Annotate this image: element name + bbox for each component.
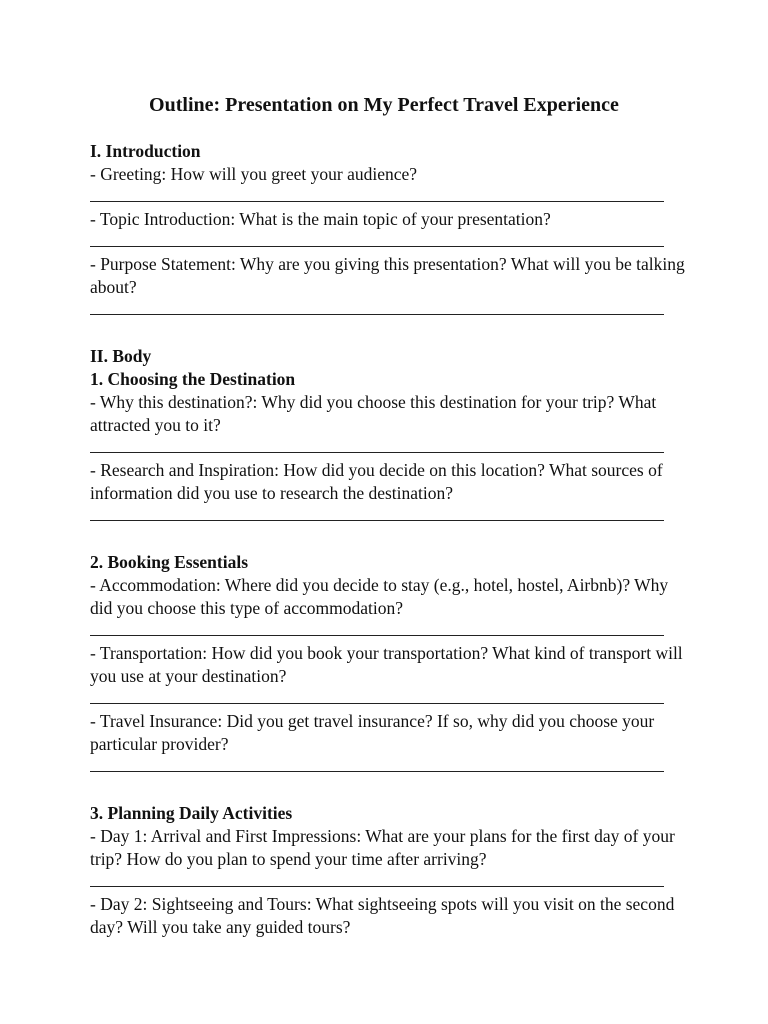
accommodation-prompt: - Accommodation: Where did you decide to stay (e.g., hotel, hostel, Airbnb)? Why did you choose this type of accommodation? bbox=[90, 575, 669, 618]
accommodation-answer-line[interactable] bbox=[90, 635, 664, 636]
body-heading: II. Body bbox=[90, 346, 152, 366]
page-title: Outline: Presentation on My Perfect Travel Experience bbox=[149, 94, 619, 116]
greeting-prompt: - Greeting: How will you greet your audience? bbox=[90, 164, 418, 184]
worksheet-page bbox=[90, 93, 690, 939]
why-destination-prompt: - Why this destination?: Why did you choose this destination for your trip? What attracted you to it? bbox=[90, 392, 657, 435]
topic-introduction-answer-line[interactable] bbox=[90, 246, 664, 247]
research-inspiration-prompt: - Research and Inspiration: How did you decide on this location? What sources of information did you use to research the destination? bbox=[90, 460, 663, 503]
purpose-statement-answer-line[interactable] bbox=[90, 314, 664, 315]
planning-daily-activities-heading: 3. Planning Daily Activities bbox=[90, 803, 293, 823]
day-1-prompt: - Day 1: Arrival and First Impressions: What are your plans for the first day of your trip? How do you plan to spend your time after arriving? bbox=[90, 826, 675, 869]
travel-insurance-answer-line[interactable] bbox=[90, 771, 664, 772]
transportation-prompt: - Transportation: How did you book your transportation? What kind of transport will you use at your destination? bbox=[90, 643, 683, 686]
booking-essentials-heading: 2. Booking Essentials bbox=[90, 552, 249, 572]
purpose-statement-prompt: - Purpose Statement: Why are you giving this presentation? What will you be talking about? bbox=[90, 254, 685, 297]
greeting-answer-line[interactable] bbox=[90, 201, 664, 202]
why-destination-answer-line[interactable] bbox=[90, 452, 664, 453]
introduction-heading: I. Introduction bbox=[90, 141, 201, 161]
travel-insurance-prompt: - Travel Insurance: Did you get travel insurance? If so, why did you choose your particular provider? bbox=[90, 711, 655, 754]
day-1-answer-line[interactable] bbox=[90, 886, 664, 887]
topic-introduction-prompt: - Topic Introduction: What is the main topic of your presentation? bbox=[90, 209, 551, 229]
day-2-prompt: - Day 2: Sightseeing and Tours: What sightseeing spots will you visit on the second day? Will you take any guided tours? bbox=[90, 894, 675, 937]
transportation-answer-line[interactable] bbox=[90, 703, 664, 704]
choosing-destination-heading: 1. Choosing the Destination bbox=[90, 369, 296, 389]
research-inspiration-answer-line[interactable] bbox=[90, 520, 664, 521]
